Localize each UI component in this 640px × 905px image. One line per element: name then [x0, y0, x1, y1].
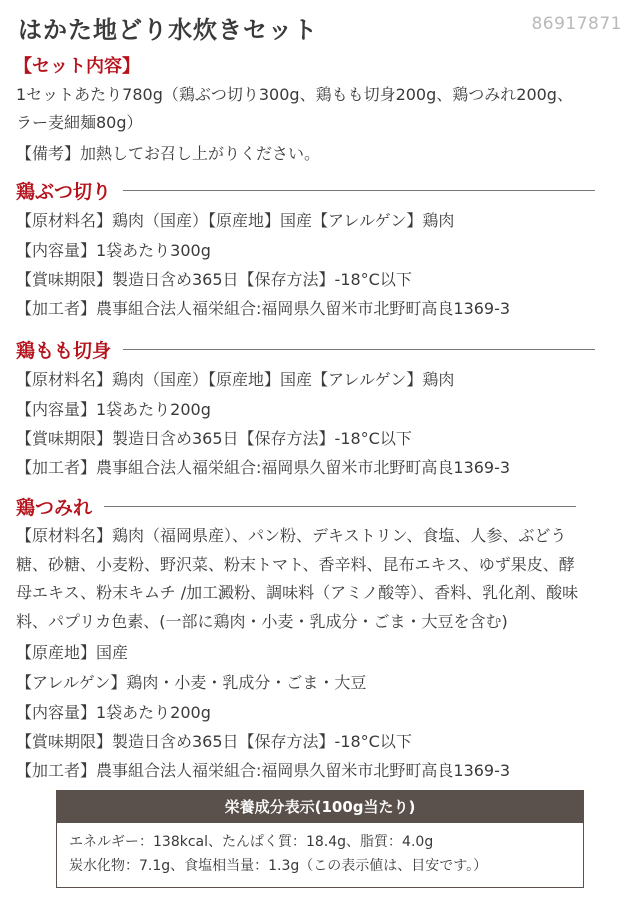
section-line: 【賞味期限】製造日含め365日【保存方法】-18°C以下 [16, 732, 412, 751]
section-line: 母エキス、粉末キムチ /加工澱粉、調味料（アミノ酸等）、香料、乳化剤、酸味 [16, 583, 579, 602]
section-line: 【原材料名】鶏肉（国産）【原産地】国産【アレルゲン】鶏肉 [16, 211, 455, 230]
nutrition-line: エネルギー：138kcal、たんぱく質：18.4g、脂質：4.0g [69, 834, 434, 850]
section-line: 【アレルゲン】鶏肉・小麦・乳成分・ごま・大豆 [16, 673, 367, 692]
section-line: 【加工者】農事組合法人福栄組合:福岡県久留米市北野町高良1369-3 [16, 761, 511, 780]
section-line: 【内容量】1袋あたり300g [16, 241, 211, 260]
section-heading-momo-kirimi [16, 336, 595, 362]
section-heading-label: 鶏もも切身 [16, 339, 112, 362]
set-contents-note: 【備考】加熱してお召し上がりください。 [16, 144, 321, 163]
section-heading-tsumire [16, 493, 576, 519]
section-heading-buttsugiri [16, 177, 595, 203]
section-line: 料、パプリカ色素、(一部に鶏肉・小麦・乳成分・ごま・大豆を含む) [16, 612, 508, 631]
section-line: 【賞味期限】製造日含め365日【保存方法】-18°C以下 [16, 270, 412, 289]
section-line: 【加工者】農事組合法人福栄組合:福岡県久留米市北野町高良1369-3 [16, 458, 511, 477]
section-heading-label: 鶏つみれ [16, 496, 93, 519]
product-title: はかた地どり水炊きセット [18, 16, 318, 44]
nutrition-line: 炭水化物：7.1g、食塩相当量：1.3g（この表示値は、目安です。） [69, 858, 488, 874]
section-line: 【原材料名】鶏肉（福岡県産）、パン粉、デキストリン、食塩、人参、ぶどう [16, 526, 567, 545]
product-code: 86917871 [531, 14, 622, 34]
nutrition-box [56, 790, 584, 888]
section-divider [123, 190, 595, 191]
set-contents-line: 1セットあたり780g（鶏ぶつ切り300g、鶏もも切身200g、鶏つみれ200g、 [16, 85, 573, 104]
section-line: 【原産地】国産 [16, 643, 129, 662]
section-line: 【加工者】農事組合法人福栄組合:福岡県久留米市北野町高良1369-3 [16, 299, 511, 318]
section-line: 【賞味期限】製造日含め365日【保存方法】-18°C以下 [16, 429, 412, 448]
section-line: 【内容量】1袋あたり200g [16, 400, 211, 419]
section-line: 糖、砂糖、小麦粉、野沢菜、粉末トマト、香辛料、昆布エキス、ゆず果皮、酵 [16, 555, 575, 574]
section-divider [123, 349, 595, 350]
section-line: 【原材料名】鶏肉（国産）【原産地】国産【アレルゲン】鶏肉 [16, 370, 455, 389]
nutrition-title: 栄養成分表示(100g当たり) [57, 791, 583, 823]
section-divider [104, 506, 576, 507]
section-heading-label: 鶏ぶつ切り [16, 180, 112, 203]
section-line: 【内容量】1袋あたり200g [16, 703, 211, 722]
set-contents-heading: 【セット内容】 [14, 56, 140, 77]
set-contents-line: ラー麦細麺80g） [16, 113, 143, 132]
